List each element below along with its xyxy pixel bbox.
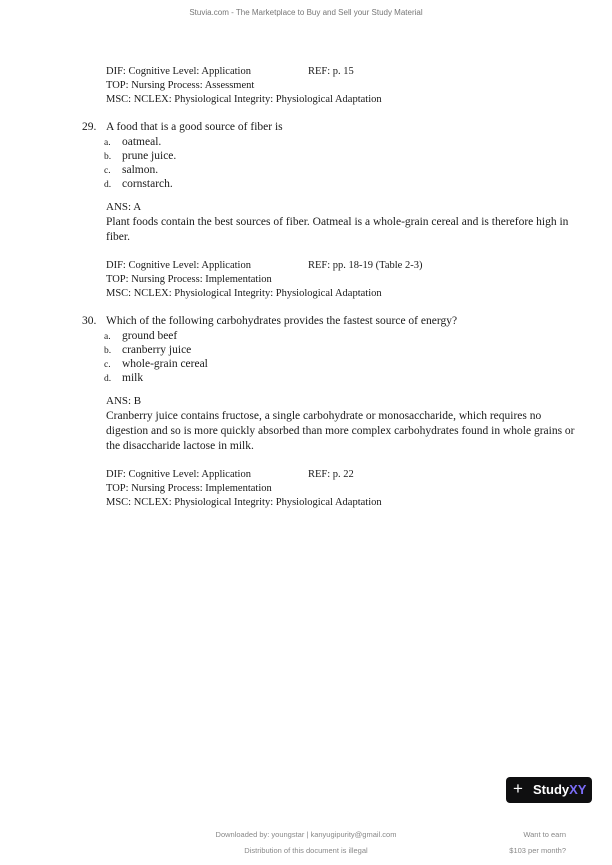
question-text: Which of the following carbohydrates provides the fastest source of energy? <box>106 315 458 327</box>
option-c <box>104 358 208 370</box>
rationale: Cranberry juice contains fructose, a single carbohydrate or monosaccharide, which requires no digestion and so is more quickly absorbed than more complex carbohydrates found in whole grains or the disaccharide lactose in milk. <box>106 410 575 452</box>
q29-top: TOP: Nursing Process: Implementation <box>106 274 272 285</box>
option-letter: c. <box>104 360 111 370</box>
option-b <box>104 150 176 162</box>
option-text: salmon. <box>122 164 159 176</box>
studyxy-logo: StudyXY <box>533 782 587 797</box>
footer-distribution: Distribution of this document is illegal <box>244 846 368 855</box>
option-text: oatmeal. <box>122 136 162 148</box>
option-letter: a. <box>104 138 111 148</box>
option-d <box>104 178 173 190</box>
answer: ANS: A <box>106 201 142 213</box>
q29-dif-line <box>106 259 423 273</box>
question-number: 30. <box>82 315 97 327</box>
plus-icon: + <box>513 779 523 798</box>
q30-dif-line <box>106 468 354 482</box>
option-text: ground beef <box>122 330 178 342</box>
option-letter: b. <box>104 152 112 162</box>
option-b <box>104 344 191 356</box>
q30-ref: REF: p. 22 <box>308 469 354 480</box>
option-text: cranberry juice <box>122 344 192 356</box>
q30-top: TOP: Nursing Process: Implementation <box>106 483 272 494</box>
option-text: milk <box>122 372 144 384</box>
option-letter: a. <box>104 332 111 342</box>
option-letter: d. <box>104 374 112 384</box>
prev-msc: MSC: NCLEX: Physiological Integrity: Physiological Adaptation <box>106 94 382 105</box>
option-letter: c. <box>104 166 111 176</box>
studyxy-badge[interactable] <box>506 777 592 803</box>
q30-msc: MSC: NCLEX: Physiological Integrity: Physiological Adaptation <box>106 497 382 508</box>
question-number: 29. <box>82 121 97 133</box>
prev-dif-line <box>106 65 354 79</box>
option-a <box>104 136 161 148</box>
option-letter: d. <box>104 180 112 190</box>
option-text: prune juice. <box>122 150 177 162</box>
option-a <box>104 330 177 342</box>
option-c <box>104 164 158 176</box>
answer: ANS: B <box>106 395 142 407</box>
q29-msc: MSC: NCLEX: Physiological Integrity: Physiological Adaptation <box>106 288 382 299</box>
option-text: cornstarch. <box>122 178 173 190</box>
q29-ref: REF: pp. 18-19 (Table 2-3) <box>308 260 423 271</box>
footer-price[interactable]: $103 per month? <box>509 846 566 855</box>
footer-downloaded: Downloaded by: youngstar | kanyugipurity@gmail.com <box>215 830 397 839</box>
q30-dif: DIF: Cognitive Level: Application <box>106 469 251 480</box>
footer-want-earn[interactable]: Want to earn <box>523 830 566 839</box>
q29-dif: DIF: Cognitive Level: Application <box>106 260 251 271</box>
option-d <box>104 372 143 384</box>
prev-dif: DIF: Cognitive Level: Application <box>106 66 251 77</box>
prev-top: TOP: Nursing Process: Assessment <box>106 80 255 91</box>
page-header: Stuvia.com - The Marketplace to Buy and Sell your Study Material <box>189 8 423 17</box>
prev-ref: REF: p. 15 <box>308 66 354 77</box>
option-letter: b. <box>104 346 112 356</box>
option-text: whole-grain cereal <box>122 358 208 370</box>
question-text: A food that is a good source of fiber is <box>106 121 283 133</box>
rationale: Plant foods contain the best sources of fiber. Oatmeal is a whole-grain cereal and is therefore high in fiber. <box>106 216 569 243</box>
